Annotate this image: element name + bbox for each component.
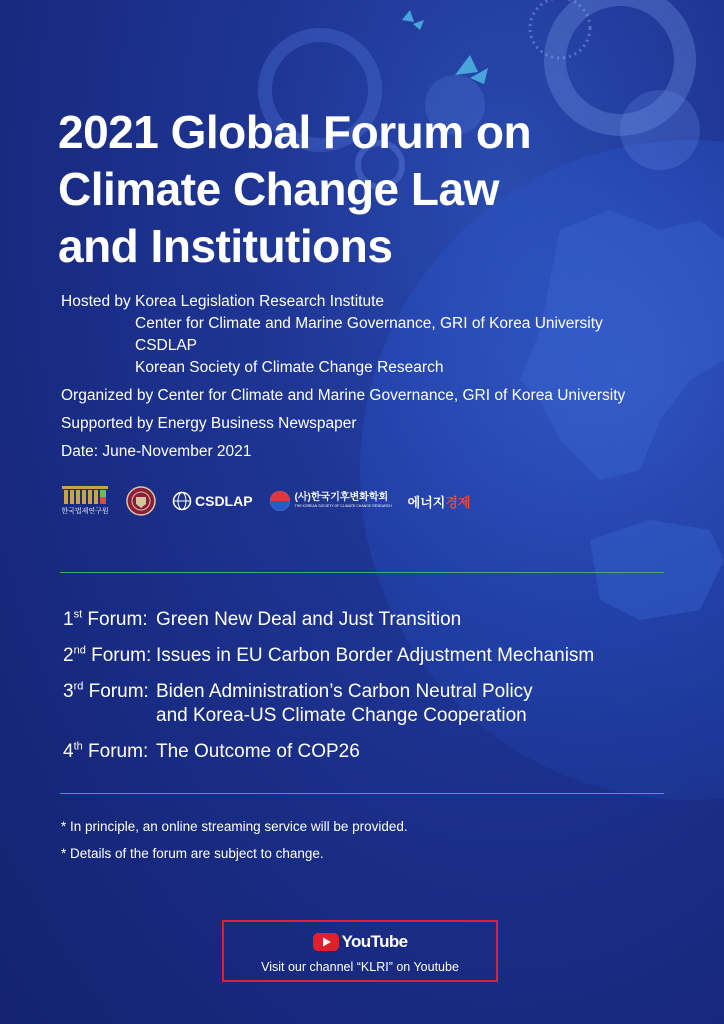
csdlap-logo: [172, 491, 253, 511]
host-item: Center for Climate and Marine Governance, GRI of Korea University: [135, 315, 603, 332]
klri-logo-text: 한국법제연구원: [61, 508, 109, 515]
klri-emblem-icon: [62, 486, 108, 504]
kscc-logo: [269, 490, 392, 512]
bottom-divider: [60, 793, 664, 794]
university-seal-icon: [126, 486, 156, 516]
forum-title: Issues in EU Carbon Border Adjustment Mechanism: [156, 645, 595, 666]
forum-item: [63, 740, 594, 764]
forum-number: 2nd Forum:: [63, 644, 152, 666]
hosted-by: [61, 291, 625, 379]
forum-title: Biden Administration’s Carbon Neutral Policy and Korea-US Climate Change Cooperation: [156, 681, 533, 726]
klri-logo: [60, 486, 110, 516]
korea-university-logo: [126, 486, 156, 516]
notes: [61, 818, 408, 872]
note-item: * In principle, an online streaming service will be provided.: [61, 819, 408, 834]
hosts-list: [135, 291, 603, 379]
note-item: * Details of the forum are subject to change.: [61, 846, 324, 861]
forum-number: 1st Forum:: [63, 608, 148, 630]
youtube-play-icon: [313, 933, 339, 951]
host-item: Korea Legislation Research Institute: [135, 293, 385, 310]
youtube-logo: [224, 932, 496, 952]
youtube-channel-text: Visit our channel “KLRI” on Youtube: [261, 960, 459, 974]
event-date: Date: June-November 2021: [61, 443, 252, 460]
event-info: [61, 291, 625, 463]
forum-item: [63, 644, 594, 668]
sponsor-logos: [60, 484, 486, 518]
supported-by: Supported by Energy Business Newspaper: [61, 415, 357, 432]
butterfly-icon: [402, 10, 424, 30]
host-item: Korean Society of Climate Change Research: [135, 359, 444, 376]
energy-logo-text: 에너지: [407, 494, 446, 510]
forum-title: Green New Deal and Just Transition: [156, 609, 462, 630]
forum-title: The Outcome of COP26: [156, 741, 360, 762]
host-item: CSDLAP: [135, 337, 198, 354]
hosted-by-label: Hosted by: [61, 293, 131, 310]
forum-number: 4th Forum:: [63, 740, 149, 762]
kscc-logo-subtext: THE KOREAN SOCIETY OF CLIMATE CHANGE RESEARCH: [294, 504, 392, 509]
organized-by: Organized by Center for Climate and Marine Governance, GRI of Korea University: [61, 387, 626, 404]
kscc-logo-text: (사)한국기후변화학회: [294, 492, 389, 504]
youtube-wordmark: YouTube: [341, 932, 408, 951]
youtube-channel-link[interactable]: [222, 920, 498, 982]
energy-logo-accent: 경제: [445, 494, 471, 510]
forum-item: [63, 608, 594, 632]
forum-list: [63, 608, 594, 776]
forum-number: 3rd Forum:: [63, 680, 149, 702]
kscc-emblem-icon: [269, 490, 291, 512]
globe-icon: [172, 491, 192, 511]
page-title: 2021 Global Forum on Climate Change Law and Institutions: [58, 106, 532, 272]
csdlap-logo-text: CSDLAP: [195, 493, 253, 509]
forum-item: [63, 680, 594, 728]
top-divider: [60, 572, 664, 573]
energy-newspaper-logo: [408, 492, 471, 511]
